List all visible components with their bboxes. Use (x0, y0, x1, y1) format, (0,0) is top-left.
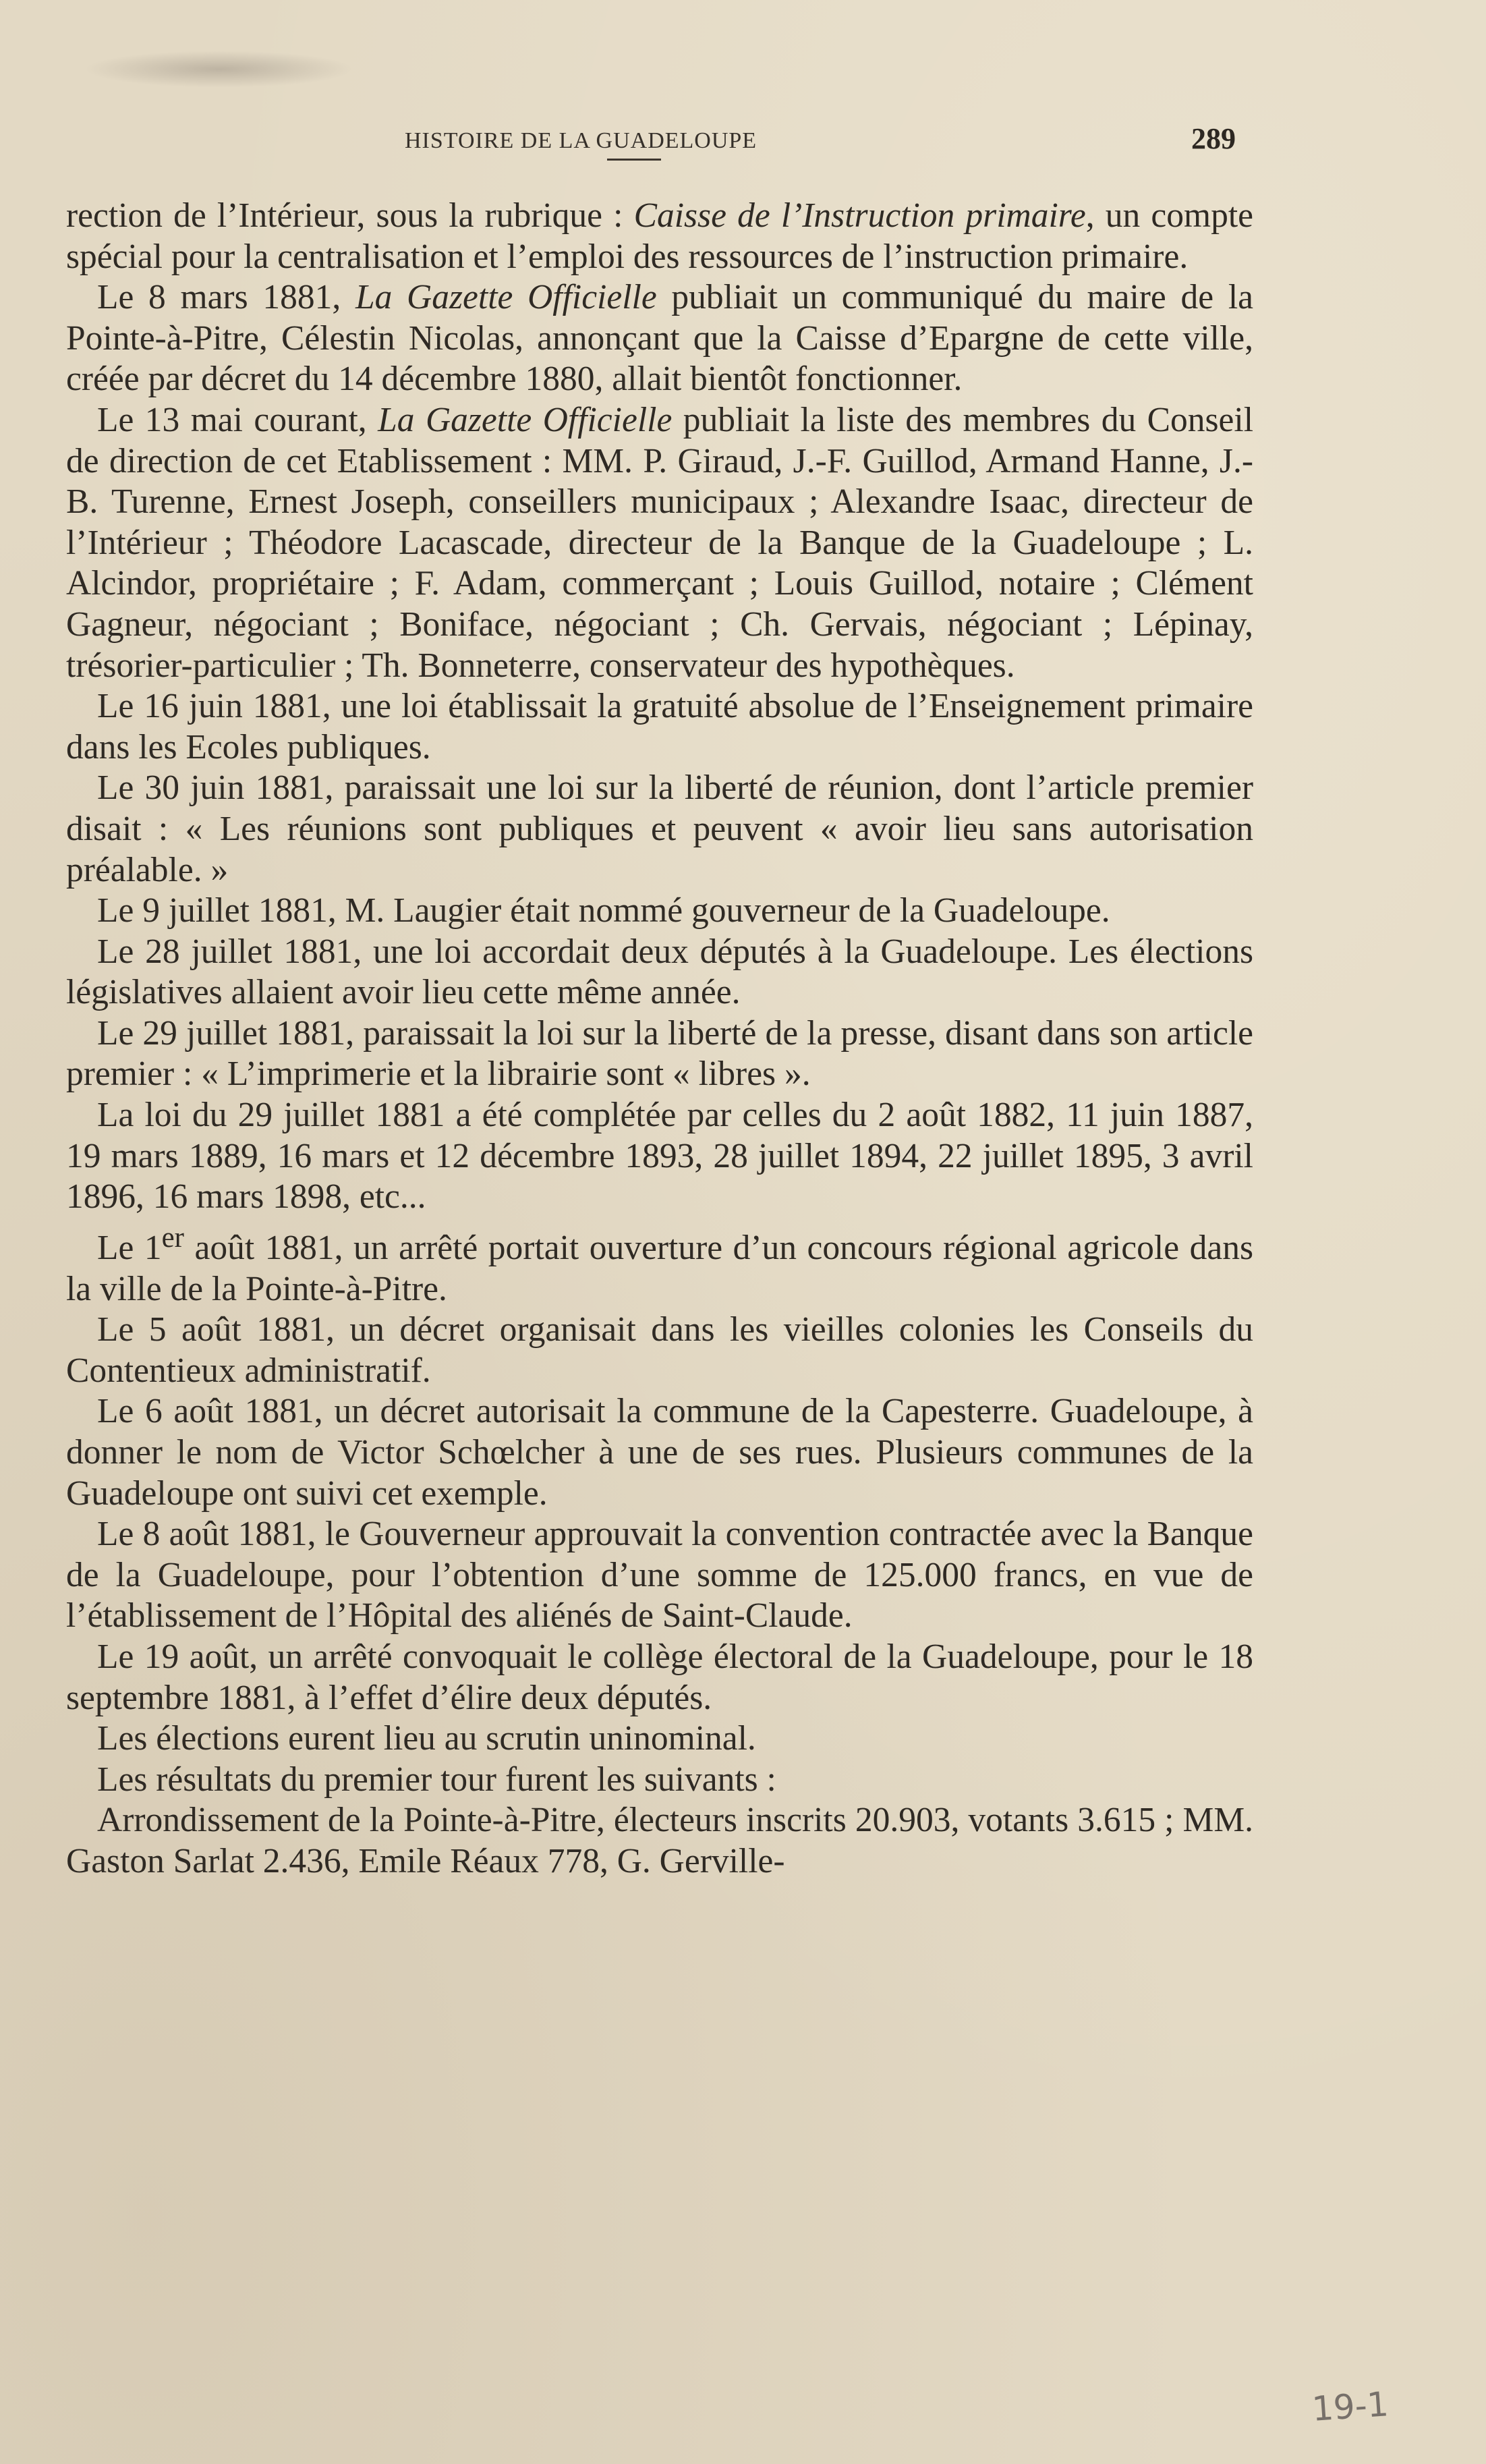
paragraph: Le 28 juillet 1881, une loi accordait deux députés à la Guadeloupe. Les élections législatives allaient avoir lieu cette même année. (66, 932, 1253, 1012)
body-text (66, 196, 1253, 1882)
paragraph: Le 6 août 1881, un décret autorisait la commune de la Capesterre. Guadeloupe, à donner le nom de Victor Schœlcher à une de ses rues. Plusieurs communes de la Guadeloupe ont suivi cet exemple. (66, 1392, 1253, 1513)
running-head: HISTOIRE DE LA GUADELOUPE (405, 128, 758, 153)
paragraph: Le 13 mai courant, La Gazette Officielle publiait la liste des membres du Conseil de direction de cet Etablissement : MM. P. Giraud, J.-F. Guillod, Armand Hanne, J.-B. Turenne, Ernest Joseph, conseillers municipaux ; Alexandre Isaac, directeur de l’Intérieur ; Théodore Lacascade, directeur de la Banque de la Guadeloupe ; L. Alcindor, propriétaire ; F. Adam, commerçant ; Louis Guillod, notaire ; Clément Gagneur, négociant ; Boniface, négociant ; Ch. Gervais, négociant ; Lépinay, trésorier-particulier ; Th. Bonneterre, conservateur des hypothèques. (66, 400, 1254, 685)
paragraph: Les résultats du premier tour furent les suivants : (97, 1760, 776, 1799)
paragraph: La loi du 29 juillet 1881 a été complétée par celles du 2 août 1882, 11 juin 1887, 19 mars 1889, 16 mars et 12 décembre 1893, 28 juillet 1894, 22 juillet 1895, 3 avril 1896, 16 mars 1898, etc... (66, 1096, 1253, 1216)
handwritten-annotation: 19-1 (1311, 2384, 1390, 2429)
paragraph: Arrondissement de la Pointe-à-Pitre, électeurs inscrits 20.903, votants 3.615 ; MM. Gaston Sarlat 2.436, Emile Réaux 778, G. Gerville- (66, 1801, 1253, 1880)
paragraph: Les élections eurent lieu au scrutin uninominal. (97, 1719, 756, 1758)
paragraph: Le 1er août 1881, un arrêté portait ouverture d’un concours régional agricole dans la ville de la Pointe-à-Pitre. (66, 1221, 1253, 1308)
paragraph: Le 16 juin 1881, une loi établissait la gratuité absolue de l’Enseignement primaire dans les Ecoles publiques. (66, 687, 1253, 766)
header-rule (607, 159, 661, 161)
paragraph: Le 9 juillet 1881, M. Laugier était nommé gouverneur de la Guadeloupe. (97, 891, 1110, 930)
paragraph: Le 8 août 1881, le Gouverneur approuvait la convention contractée avec la Banque de la Guadeloupe, pour l’obtention d’une somme de 125.000 francs, en vue de l’établissement de l’Hôpital des aliénés de Saint-Claude. (66, 1515, 1253, 1635)
ink-smudge (84, 51, 354, 88)
paragraph: rection de l’Intérieur, sous la rubrique : Caisse de l’Instruction primaire, un compte spécial pour la centralisation et l’emploi des ressources de l’instruction primaire. (66, 196, 1253, 276)
paragraph: Le 8 mars 1881, La Gazette Officielle publiait un communiqué du maire de la Pointe-à-Pitre, Célestin Nicolas, annonçant que la Caisse d’Epargne de cette ville, créée par décret du 14 décembre 1880, allait bientôt fonctionner. (66, 278, 1253, 399)
paragraph: Le 5 août 1881, un décret organisait dans les vieilles colonies les Conseils du Contentieux administratif. (66, 1310, 1253, 1390)
paragraph: Le 19 août, un arrêté convoquait le collège électoral de la Guadeloupe, pour le 18 septembre 1881, à l’effet d’élire deux députés. (66, 1637, 1253, 1717)
page-number: 289 (1191, 122, 1236, 155)
paragraph: Le 30 juin 1881, paraissait une loi sur la liberté de réunion, dont l’article premier disait : « Les réunions sont publiques et peuvent « avoir lieu sans autorisation préalable. » (66, 768, 1253, 889)
paragraph: Le 29 juillet 1881, paraissait la loi sur la liberté de la presse, disant dans son article premier : « L’imprimerie et la librairie sont « libres ». (66, 1013, 1253, 1094)
